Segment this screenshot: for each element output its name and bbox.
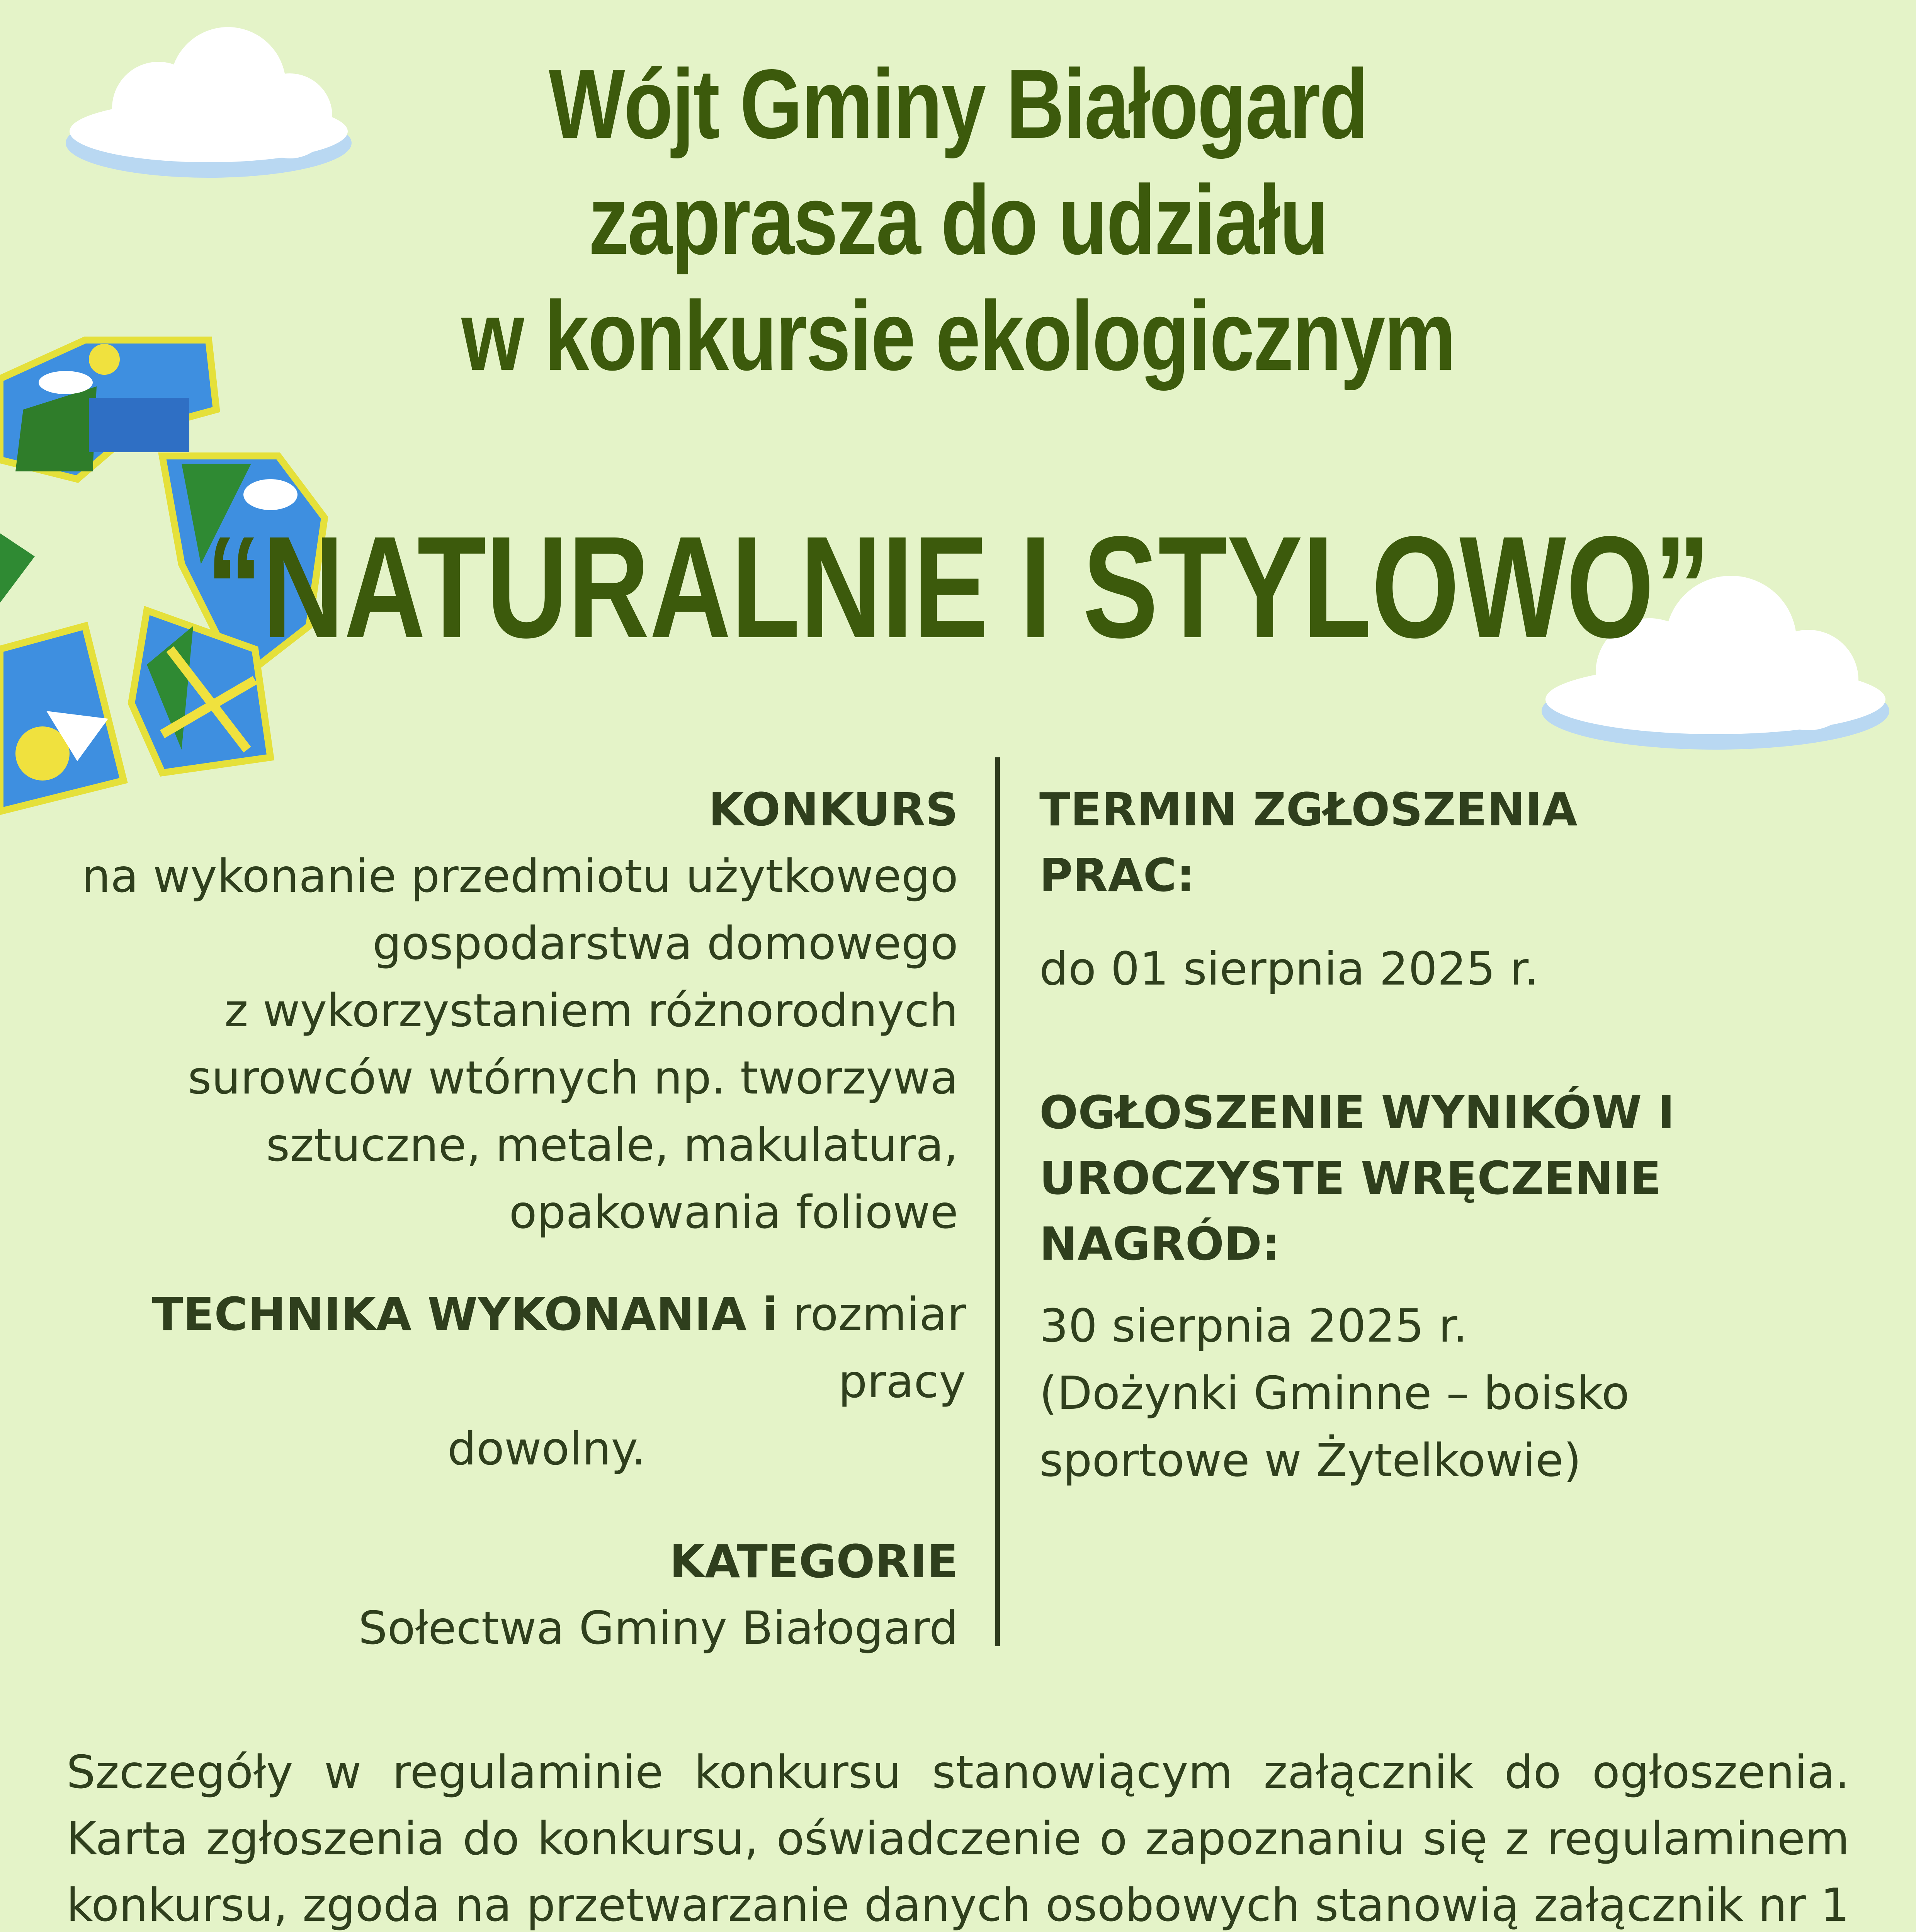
headline-line-1: Wójt Gminy Białogard bbox=[549, 49, 1367, 159]
konkurs-line: z wykorzystaniem różnorodnych bbox=[224, 984, 958, 1037]
kategorie-text: Sołectwa Gminy Białogard bbox=[358, 1601, 958, 1655]
technika-rest: rozmiar pracy bbox=[778, 1287, 966, 1408]
technika-bold: TECHNIKA WYKONANIA i bbox=[152, 1287, 778, 1341]
right-column bbox=[1039, 777, 1812, 1494]
results-line: 30 sierpnia 2025 r. bbox=[1039, 1299, 1468, 1352]
headline-line-2: zaprasza do udziału bbox=[588, 165, 1328, 275]
column-divider bbox=[995, 757, 1000, 1646]
results-heading: OGŁOSZENIE WYNIKÓW I bbox=[1039, 1086, 1675, 1139]
left-column bbox=[58, 777, 966, 1662]
regulations-note: Szczegóły w regulaminie konkursu stanowiącym załącznik do ogłoszenia. Karta zgłoszenia do konkursu, oświadczenie o zapoznaniu się z regulaminem konkursu, zgoda na przetwarzanie danych osobowych stanowią załącznik nr 1 bbox=[66, 1745, 1850, 1932]
konkurs-line: opakowania foliowe bbox=[509, 1185, 958, 1239]
contest-title: “NATURALNIE I STYLOWO” bbox=[206, 507, 1711, 668]
konkurs-line: gospodarstwa domowego bbox=[372, 917, 958, 970]
konkurs-heading: KONKURS bbox=[708, 783, 958, 836]
results-heading: NAGRÓD: bbox=[1039, 1217, 1280, 1270]
results-line: (Dożynki Gminne – boisko bbox=[1039, 1366, 1630, 1420]
results-heading: UROCZYSTE WRĘCZENIE bbox=[1039, 1151, 1661, 1205]
page-headline bbox=[172, 46, 1743, 394]
konkurs-line: surowców wtórnych np. tworzywa bbox=[188, 1051, 958, 1104]
konkurs-line: sztuczne, metale, makulatura, bbox=[266, 1118, 958, 1172]
headline-line-3: w konkursie ekologicznym bbox=[461, 281, 1455, 391]
technika-line bbox=[58, 1281, 966, 1415]
deadline-heading: PRAC: bbox=[1039, 849, 1195, 902]
kategorie-heading: KATEGORIE bbox=[669, 1535, 958, 1588]
konkurs-line: na wykonanie przedmiotu użytkowego bbox=[82, 849, 958, 903]
deadline-date: do 01 sierpnia 2025 r. bbox=[1039, 942, 1539, 995]
results-line: sportowe w Żytelkowie) bbox=[1039, 1434, 1581, 1487]
deadline-heading: TERMIN ZGŁOSZENIA bbox=[1039, 783, 1578, 836]
technika-line-2: dowolny. bbox=[447, 1422, 646, 1475]
